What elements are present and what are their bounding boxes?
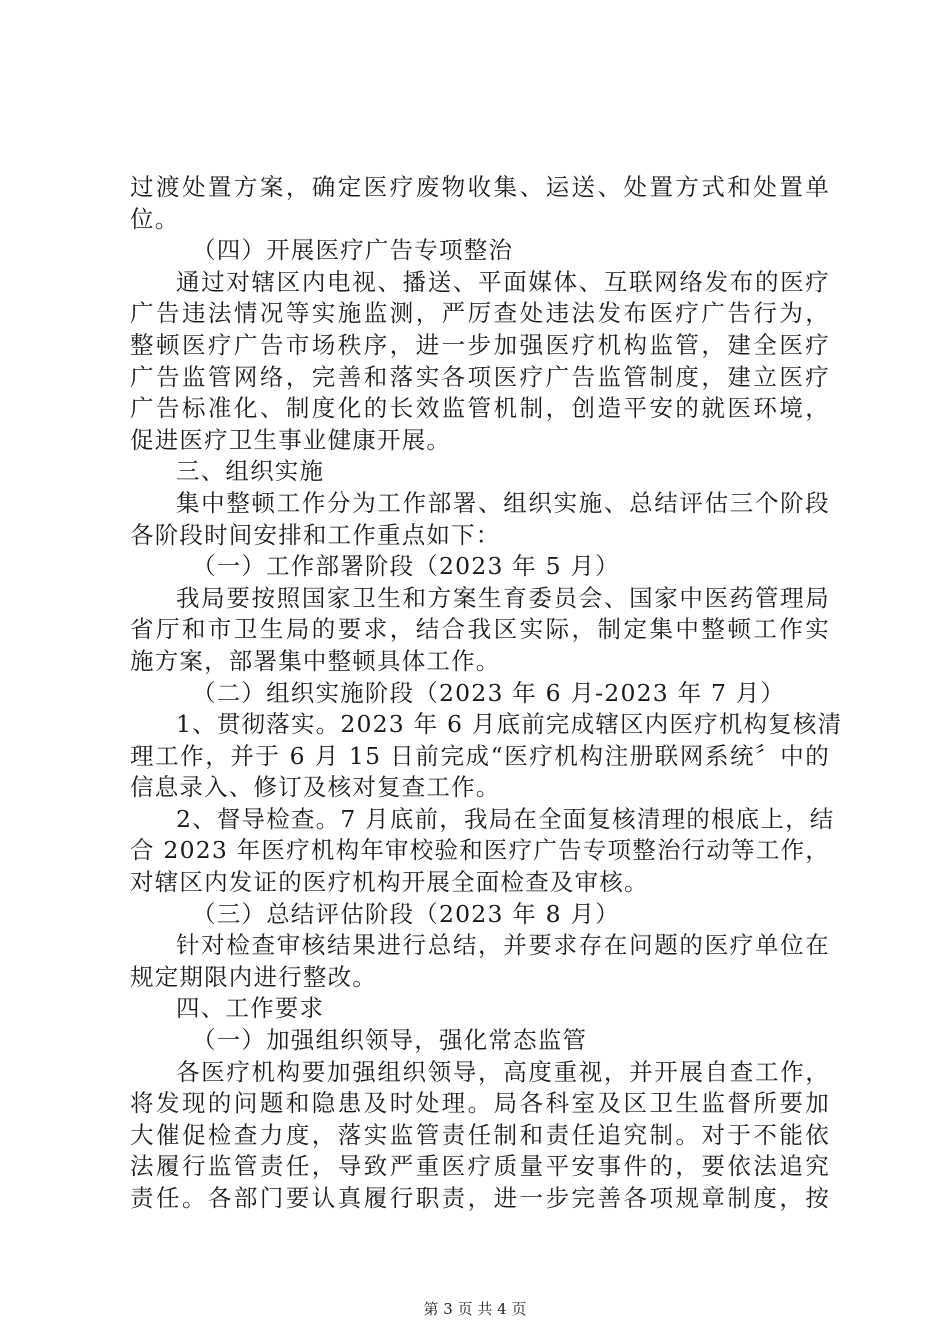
text-line: （三）总结评估阶段（2023 年 8 月） bbox=[192, 899, 620, 928]
text-line: 我局要按照国家卫生和方案生育委员会、国家中医药管理局 bbox=[176, 583, 830, 612]
text-line: （一）加强组织领导，强化常态监管 bbox=[192, 1026, 588, 1055]
text-line: （四）开展医疗广告专项整治 bbox=[192, 236, 514, 265]
text-line: 对辖区内发证的医疗机构开展全面检查及审核。 bbox=[130, 868, 649, 897]
text-line: 大催促检查力度，落实监管责任制和责任追究制。对于不能依 bbox=[130, 1120, 830, 1149]
text-line: （二）组织实施阶段（2023 年 6 月-2023 年 7 月） bbox=[192, 678, 786, 707]
text-line: 施方案，部署集中整顿具体工作。 bbox=[130, 646, 501, 675]
page-footer: 第 3 页 共 4 页 bbox=[423, 1300, 527, 1318]
text-line: 广告监管网络，完善和落实各项医疗广告监管制度，建立医疗 bbox=[130, 362, 830, 391]
text-line: 各医疗机构要加强组织领导，高度重视，并开展自查工作， bbox=[176, 1057, 830, 1086]
text-line: 省厅和市卫生局的要求，结合我区实际，制定集中整顿工作实 bbox=[130, 615, 830, 644]
text-line: 促进医疗卫生事业健康开展。 bbox=[130, 425, 452, 454]
text-line: 2、督导检查。7 月底前，我局在全面复核清理的根底上，结 bbox=[176, 804, 835, 833]
text-line: 合 2023 年医疗机构年审校验和医疗广告专项整治行动等工作， bbox=[130, 836, 830, 865]
text-line: 将发现的问题和隐患及时处理。局各科室及区卫生监督所要加 bbox=[130, 1089, 830, 1118]
text-line: 四、工作要求 bbox=[176, 994, 325, 1023]
text-line: （一）工作部署阶段（2023 年 5 月） bbox=[192, 552, 620, 581]
text-line: 通过对辖区内电视、播送、平面媒体、互联网络发布的医疗 bbox=[176, 267, 830, 296]
text-line: 位。 bbox=[130, 204, 180, 233]
text-line: 法履行监管责任，导致严重医疗质量平安事件的，要依法追究 bbox=[130, 1152, 830, 1181]
text-line: 理工作，并于 6 月 15 日前完成“医疗机构注册联网系统〞中的 bbox=[130, 741, 830, 770]
text-line: 过渡处置方案，确定医疗废物收集、运送、处置方式和处置单 bbox=[130, 173, 830, 201]
text-line: 规定期限内进行整改。 bbox=[130, 962, 377, 991]
text-line: 整顿医疗广告市场秩序，进一步加强医疗机构监管，建全医疗 bbox=[130, 330, 830, 359]
text-line: 责任。各部门要认真履行职责，进一步完善各项规章制度，按 bbox=[130, 1184, 830, 1212]
text-line: 针对检查审核结果进行总结，并要求存在问题的医疗单位在 bbox=[176, 931, 830, 960]
text-line: 集中整顿工作分为工作部署、组织实施、总结评估三个阶段 bbox=[176, 488, 830, 517]
text-line: 广告违法情况等实施监测，严厉查处违法发布医疗广告行为， bbox=[130, 299, 830, 328]
text-line: 各阶段时间安排和工作重点如下： bbox=[130, 520, 501, 549]
text-line: 广告标准化、制度化的长效监管机制，创造平安的就医环境， bbox=[130, 394, 830, 423]
text-line: 信息录入、修订及核对复查工作。 bbox=[130, 773, 501, 802]
document-body bbox=[130, 172, 843, 1215]
text-line: 1、贯彻落实。2023 年 6 月底前完成辖区内医疗机构复核清 bbox=[176, 710, 843, 739]
text-line: 三、组织实施 bbox=[176, 457, 325, 486]
